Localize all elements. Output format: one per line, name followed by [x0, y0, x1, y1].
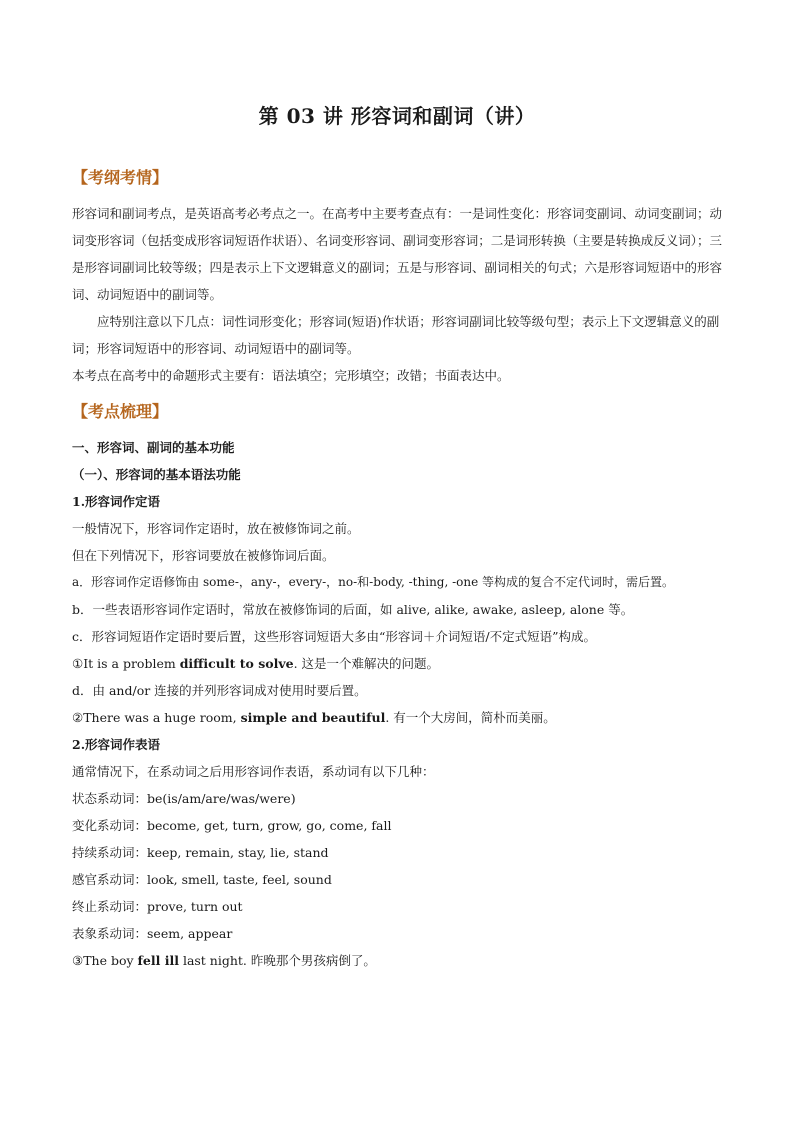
rule-a: a．形容词作定语修饰由 some-，any-，every-，no-和-body, -thing, -one 等构成的复合不定代词时，需后置。 — [72, 575, 675, 589]
heading-level2: （一）、形容词的基本语法功能 — [72, 467, 241, 482]
document-page — [72, 100, 722, 974]
text-line: 一般情况下，形容词作定语时，放在被修饰词之前。 — [72, 521, 360, 536]
heading-level1: 一、形容词、副词的基本功能 — [72, 440, 235, 455]
example-3 — [72, 947, 722, 974]
example-text: ③The boy — [72, 953, 138, 968]
paragraph-overview: 形容词和副词考点，是英语高考必考点之一。在高考中主要考查点有：一是词性变化：形容词变副词、动词变副词；动词变形容词（包括变成形容词短语作状语）、名词变形容词、副词变形容词；二是词形转换（主要是转换成反义词）；三是形容词副词比较等级；四是表示上下文逻辑意义的副词；五是与形容词、副词相关的句式；六是形容词短语中的形容词、动词短语中的副词等。 — [72, 206, 723, 302]
section-heading-review: 【考点梳理】 — [72, 402, 169, 421]
linking-verbs-end: 终止系动词：prove, turn out — [72, 899, 243, 914]
linking-verbs-change: 变化系动词：become, get, turn, grow, go, come, fall — [72, 818, 392, 833]
linking-verbs-sense: 感官系动词：look, smell, taste, feel, sound — [72, 872, 332, 887]
paragraph-key-points: 应特别注意以下几点：词性词形变化；形容词(短语)作状语；形容词副词比较等级句型；表示上下文逻辑意义的副词；形容词短语中的形容词、动词短语中的副词等。 — [72, 314, 720, 356]
rule-d: d．由 and/or 连接的并列形容词成对使用时要后置。 — [72, 683, 367, 698]
paragraph-question-forms: 本考点在高考中的命题形式主要有：语法填空；完形填空；改错；书面表达中。 — [72, 368, 510, 383]
text-line: 通常情况下，在系动词之后用形容词作表语，系动词有以下几种： — [72, 764, 435, 779]
linking-verbs-continue: 持续系动词：keep, remain, stay, lie, stand — [72, 845, 329, 860]
text-line: 但在下列情况下，形容词要放在被修饰词后面。 — [72, 548, 335, 563]
example-highlight: fell ill — [137, 953, 179, 968]
example-text: last night. 昨晚那个男孩病倒了。 — [178, 953, 376, 968]
rule-c: c．形容词短语作定语时要后置，这些形容词短语大多由“形容词＋介词短语/不定式短语”构成。 — [72, 629, 596, 644]
example-highlight: difficult to solve — [179, 656, 294, 671]
example-1 — [72, 650, 722, 677]
rule-b: b．一些表语形容词作定语时，常放在被修饰词的后面，如 alive, alike, awake, asleep, alone 等。 — [72, 602, 634, 617]
example-2 — [72, 704, 722, 731]
example-text: ②There was a huge room, — [72, 710, 241, 725]
spacer — [72, 389, 722, 399]
heading-predicative: 2.形容词作表语 — [72, 737, 161, 752]
example-text: ①It is a problem — [72, 656, 180, 671]
example-text: . 这是一个难解决的问题。 — [293, 656, 440, 671]
page-title: 第 03 讲 形容词和副词（讲） — [258, 104, 536, 128]
heading-attributive: 1.形容词作定语 — [72, 494, 161, 509]
linking-verbs-appearance: 表象系动词：seem, appear — [72, 926, 233, 941]
section-heading-exam-outline: 【考纲考情】 — [72, 168, 169, 187]
example-text: . 有一个大房间，简朴而美丽。 — [385, 710, 556, 725]
example-highlight: simple and beautiful — [240, 710, 386, 725]
linking-verbs-state: 状态系动词：be(is/am/are/was/were) — [72, 791, 296, 806]
